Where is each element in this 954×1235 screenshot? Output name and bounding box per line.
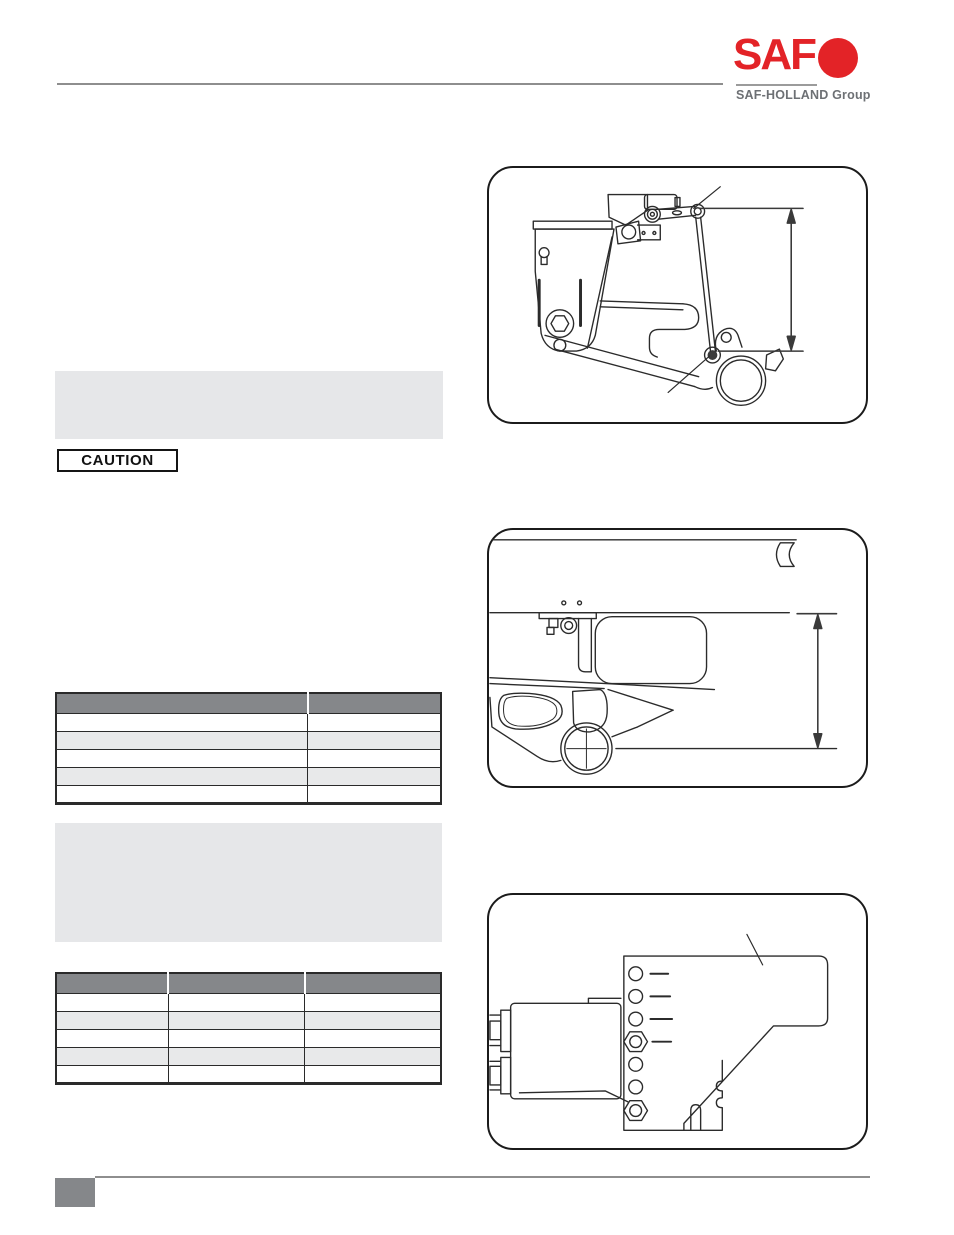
note-box-2 [55, 823, 442, 942]
table-row [56, 1065, 441, 1083]
table-cell [56, 1065, 168, 1083]
saf-holland-group-label: SAF-HOLLAND Group [736, 88, 871, 102]
table-header-cell [56, 973, 168, 993]
table-cell [56, 713, 308, 731]
saf-logo-text: SAF [733, 30, 815, 79]
footer-divider [95, 1176, 870, 1178]
table-header-cell [56, 693, 308, 713]
table-row [56, 785, 441, 803]
table-cell [308, 749, 441, 767]
table-cell [56, 1011, 168, 1029]
spec-table-2 [55, 972, 442, 1085]
figure-valve-mounting-bracket [487, 893, 868, 1150]
table-row [56, 1047, 441, 1065]
valve-body-drawing [490, 998, 628, 1101]
table-cell [305, 1011, 441, 1029]
saf-logo-circle-icon [818, 38, 858, 78]
valve-link-rod-drawing [696, 217, 716, 351]
valve-and-shock-drawing [547, 618, 591, 672]
table-cell [308, 785, 441, 803]
table-cell [305, 1047, 441, 1065]
table-row [56, 1029, 441, 1047]
table-cell [56, 767, 308, 785]
trailing-arm-axle-drawing [490, 678, 714, 774]
table-header-cell [168, 973, 304, 993]
mounting-bracket-drawing [624, 956, 828, 1130]
table-cell [168, 1065, 304, 1083]
caution-label: CAUTION [57, 449, 178, 472]
table-cell [168, 1011, 304, 1029]
table-cell [56, 785, 308, 803]
table-header-row [56, 973, 441, 993]
table-row [56, 767, 441, 785]
table-cell [305, 1029, 441, 1047]
spec-table-1 [55, 692, 442, 805]
dimension-arrow [797, 614, 836, 748]
table-cell [305, 993, 441, 1011]
table-row [56, 731, 441, 749]
table-row [56, 993, 441, 1011]
table-cell [56, 749, 308, 767]
table-header-row [56, 693, 441, 713]
callout-line [747, 934, 763, 965]
table-row [56, 1011, 441, 1029]
table-cell [56, 731, 308, 749]
table-cell [308, 731, 441, 749]
table-cell [168, 993, 304, 1011]
air-spring-drawing [595, 617, 706, 711]
table-row [56, 713, 441, 731]
table-cell [305, 1065, 441, 1083]
table-header-cell [305, 973, 441, 993]
table-row [56, 749, 441, 767]
table-cell [308, 767, 441, 785]
table-cell [168, 1047, 304, 1065]
table-cell [56, 993, 168, 1011]
table-cell [308, 713, 441, 731]
mounting-holes-drawing [624, 967, 672, 1121]
figure-ride-height-dimension [487, 528, 868, 788]
table-cell [168, 1029, 304, 1047]
table-cell [56, 1047, 168, 1065]
height-control-valve-drawing [608, 195, 680, 240]
page-number-tab [55, 1178, 95, 1207]
table-header-cell [308, 693, 441, 713]
figure-height-control-valve-linkage [487, 166, 868, 424]
saf-logo-underline [736, 84, 817, 86]
axle-drawing [705, 328, 784, 405]
dimension-arrow [700, 208, 803, 351]
trailer-body-drawing [490, 540, 796, 619]
hanger-bracket-drawing [533, 221, 640, 351]
table-cell [56, 1029, 168, 1047]
note-box-1 [55, 371, 443, 439]
header-divider [57, 83, 723, 85]
